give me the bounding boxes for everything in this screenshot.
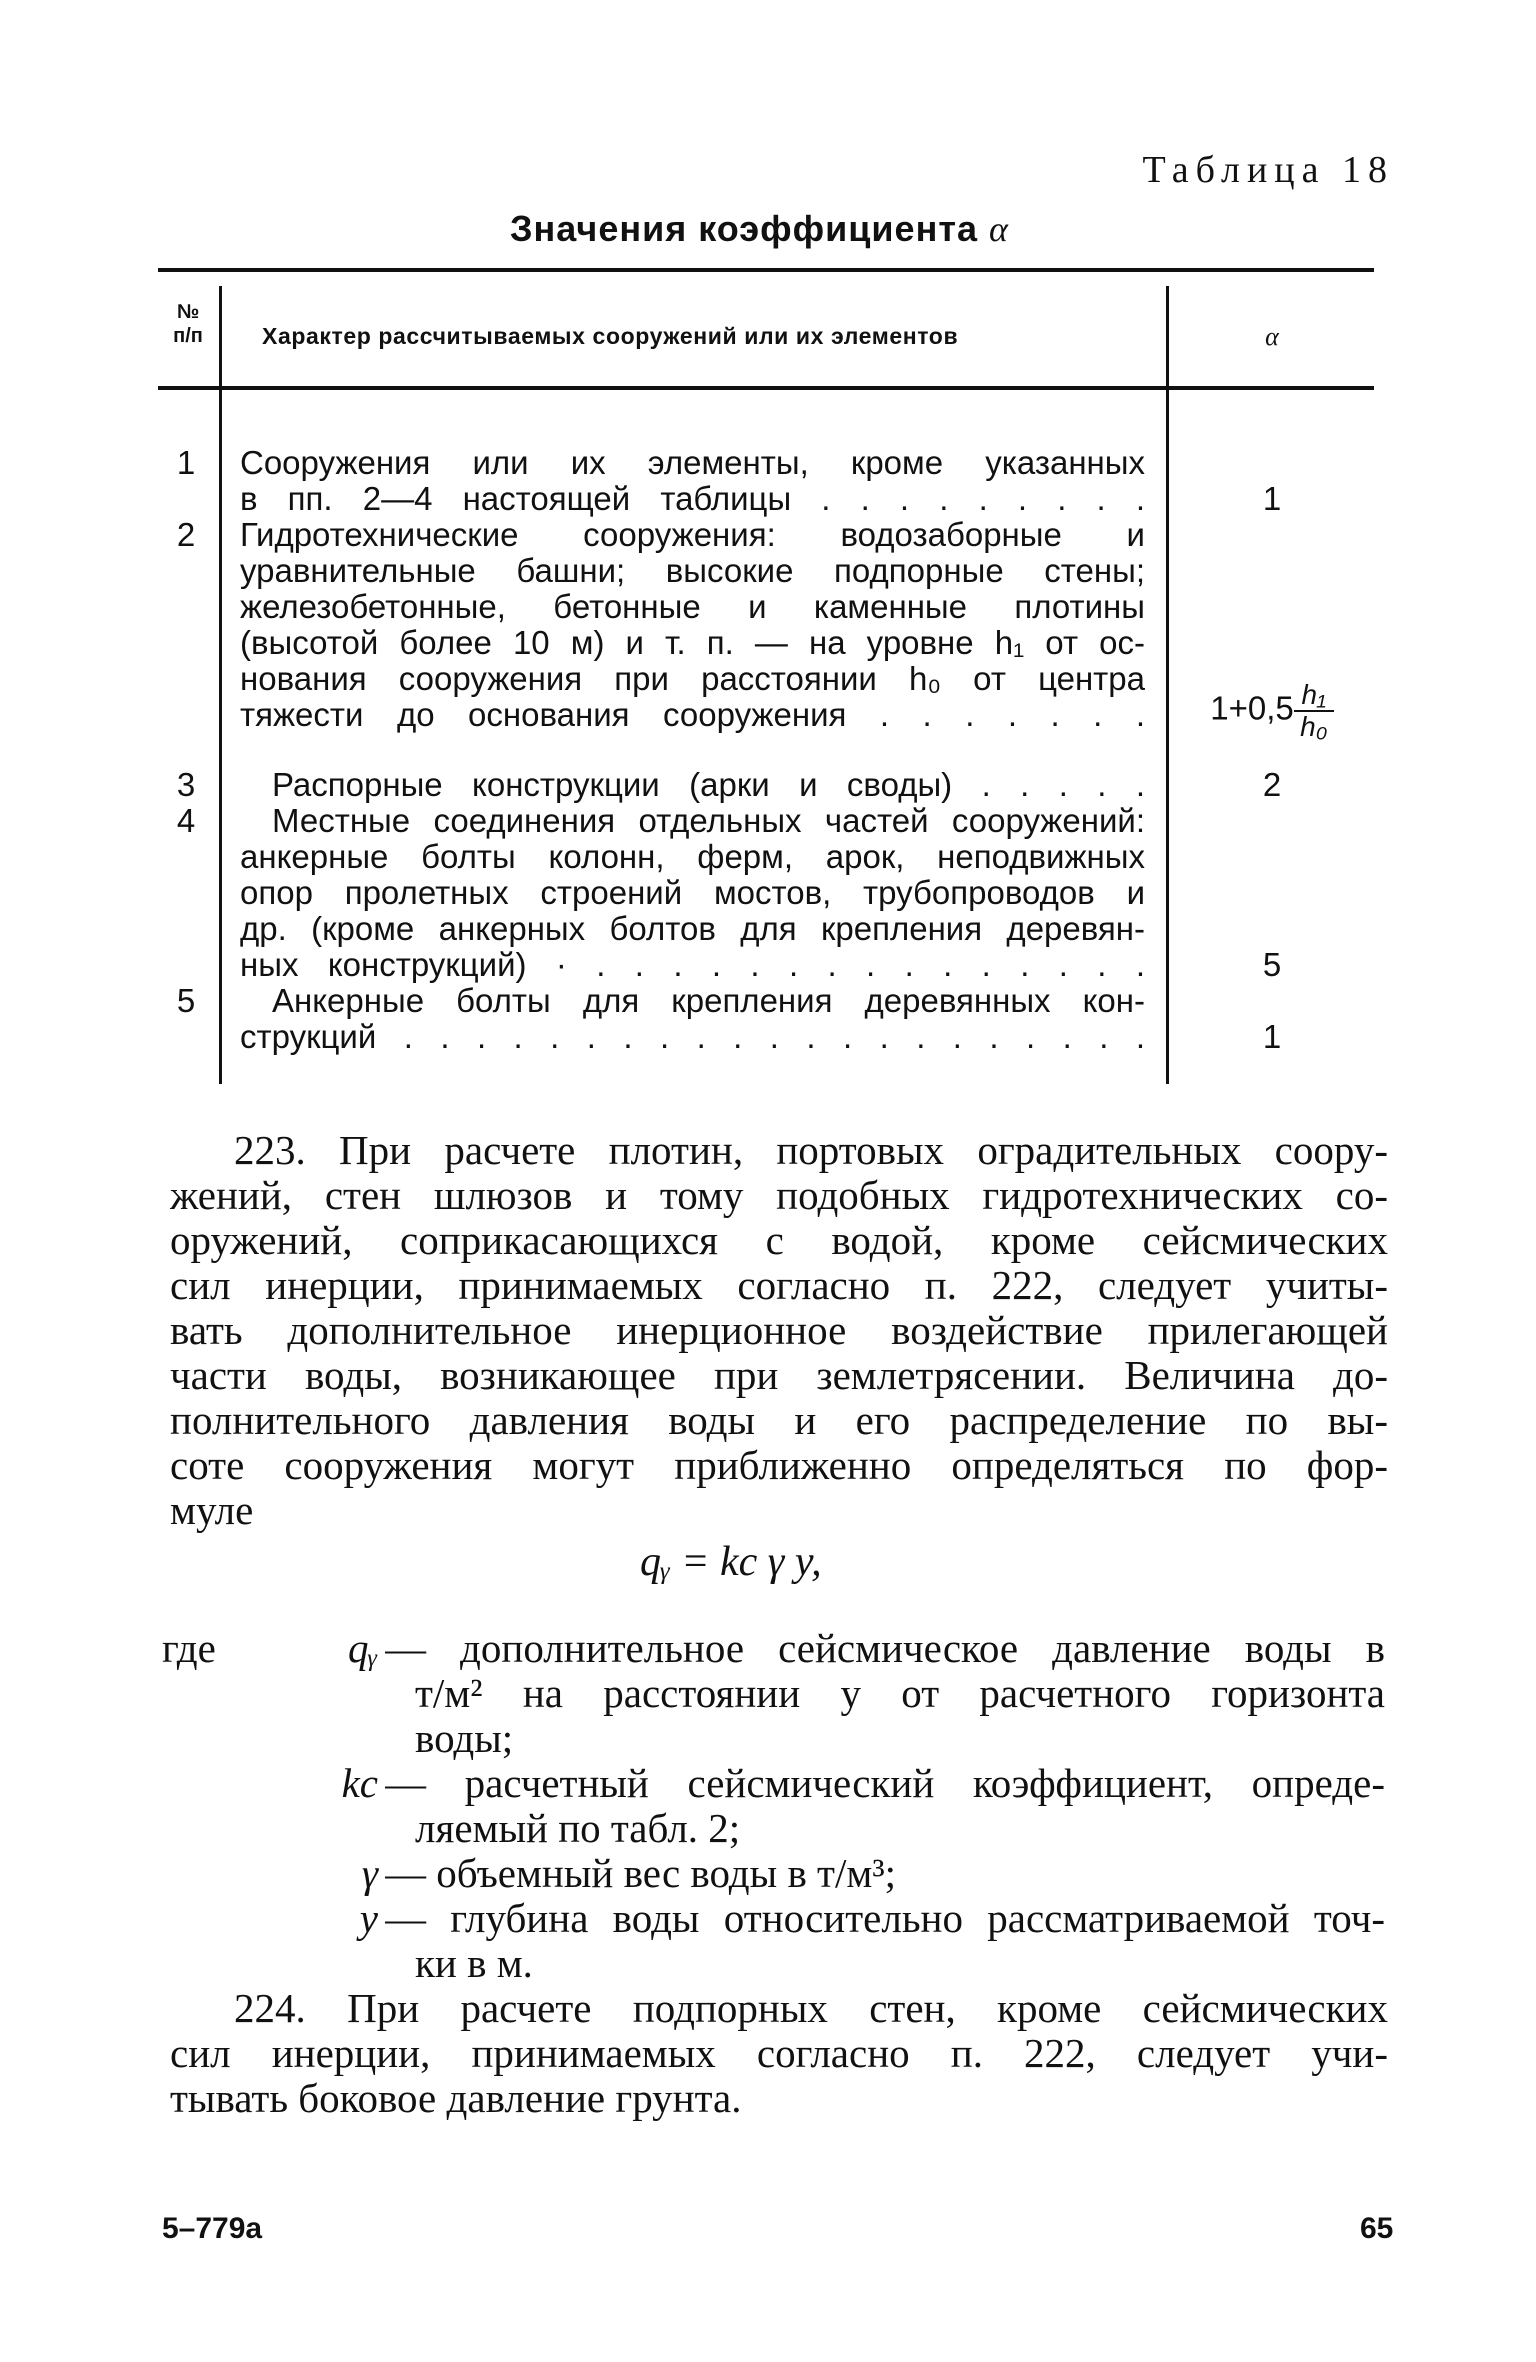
row-alpha-value: 1 xyxy=(1262,1018,1282,1055)
table-title-symbol: α xyxy=(989,209,1009,249)
paragraph-line: муле xyxy=(170,1488,254,1533)
row-line: (высотой более 10 м) и т. п. — на уровне h₁ от ос- xyxy=(240,625,1145,661)
paragraph-line: соте сооружения могут приближенно определяться по фор- xyxy=(170,1443,1388,1488)
row-line: Сооружения или их элементы, кроме указанных xyxy=(240,445,1145,481)
row-description xyxy=(240,983,1145,1055)
definition-line: т/м² на расстоянии y от расчетного горизонта xyxy=(415,1671,1385,1716)
row-description xyxy=(240,517,1145,733)
table-header-rule xyxy=(158,386,1374,390)
definition-symbol: qᵧ xyxy=(348,1625,378,1671)
fraction-denominator: h₀ xyxy=(1300,711,1328,742)
header-number xyxy=(158,300,218,348)
table-title-text: Значения коэффициента xyxy=(510,208,978,249)
row-number: 2 xyxy=(176,516,196,553)
paragraph-line: части воды, возникающее при землетрясении. Величина до- xyxy=(170,1353,1388,1398)
row-number: 5 xyxy=(176,982,196,1019)
paragraph-line: 223. При расчете плотин, портовых оградительных соору- xyxy=(234,1128,1388,1173)
row-number: 1 xyxy=(176,444,196,481)
row-description xyxy=(240,803,1145,983)
definition-line: — объемный вес воды в т/м³; xyxy=(385,1851,896,1896)
definition-line: — расчетный сейсмический коэффициент, опреде- xyxy=(385,1761,1385,1806)
row-line: Анкерные болты для крепления деревянных кон- xyxy=(272,983,1145,1019)
definition-text xyxy=(385,1851,1385,1896)
row-description xyxy=(240,767,1145,803)
paragraph-line: тывать боковое давление грунта. xyxy=(170,2076,742,2121)
fraction-numerator: h₁ xyxy=(1301,679,1326,710)
definition-text xyxy=(385,1761,1385,1851)
paragraph-line: сил инерции, принимаемых согласно п. 222, следует учиты- xyxy=(170,1263,1388,1308)
paragraph-line: вать дополнительное инерционное воздействие прилегающей xyxy=(170,1308,1388,1353)
alpha-formula-prefix: 1+0,5 xyxy=(1210,689,1294,727)
definition-symbol: y xyxy=(359,1895,378,1941)
row-line: железобетонные, бетонные и каменные плотины xyxy=(240,589,1145,625)
definition-text xyxy=(385,1896,1385,1986)
table-column-divider xyxy=(1166,286,1169,1084)
row-line: Гидротехнические сооружения: водозаборные и xyxy=(240,517,1145,553)
definition-line: ки в м. xyxy=(415,1941,533,1986)
header-alpha: α xyxy=(1265,322,1279,351)
row-alpha-value: 2 xyxy=(1262,766,1282,803)
table-top-rule xyxy=(158,268,1374,272)
row-line: анкерные болты колонн, ферм, арок, неподвижных xyxy=(240,839,1145,875)
paragraph-line: 224. При расчете подпорных стен, кроме сейсмических xyxy=(234,1986,1388,2031)
row-number: 3 xyxy=(176,766,196,803)
paragraph-line: полнительного давления воды и его распределение по вы- xyxy=(170,1398,1388,1443)
row-alpha-value: 1 xyxy=(1262,480,1282,517)
row-line: Распорные конструкции (арки и своды) . . . . . xyxy=(272,767,1145,803)
row-line: нования сооружения при расстоянии h₀ от центра xyxy=(240,661,1145,697)
table-number: Таблица 18 xyxy=(1142,149,1394,191)
row-line: в пп. 2—4 настоящей таблицы . . . . . . . . . xyxy=(240,481,1145,517)
definition-text xyxy=(385,1626,1385,1761)
paragraph-line: сил инерции, принимаемых согласно п. 222, следует учи- xyxy=(170,2031,1388,2076)
definition-line: воды; xyxy=(415,1716,514,1761)
row-line: опор пролетных строений мостов, трубопроводов и xyxy=(240,875,1145,911)
row-number: 4 xyxy=(176,802,196,839)
row-line: уравнительные башни; высокие подпорные стены; xyxy=(240,553,1145,589)
page-number: 65 xyxy=(1360,2212,1394,2245)
definition-line: ляемый по табл. 2; xyxy=(415,1806,741,1851)
row-line: тяжести до основания сооружения . . . . . . . xyxy=(240,697,1145,733)
row-alpha-formula xyxy=(1170,680,1374,742)
definition-symbol: kс xyxy=(341,1760,378,1806)
header-number-abbr: п/п xyxy=(173,325,203,347)
header-number-sign: № xyxy=(176,301,200,323)
table-title xyxy=(510,208,1009,250)
definitions-where: где xyxy=(162,1625,216,1671)
definition-line: — дополнительное сейсмическое давление воды в xyxy=(385,1626,1385,1671)
row-alpha-value: 5 xyxy=(1262,946,1282,983)
paragraph-223 xyxy=(170,1128,1388,1533)
paragraph-224 xyxy=(170,1986,1388,2121)
formula: qᵧ = kс γ y, xyxy=(640,1539,822,1585)
row-line: ных конструкций) · . . . . . . . . . . . . . . . xyxy=(240,947,1145,983)
row-line: струкций . . . . . . . . . . . . . . . . . . . . . xyxy=(240,1019,1145,1055)
row-line: Местные соединения отдельных частей сооружений: xyxy=(272,803,1145,839)
paragraph-line: жений, стен шлюзов и тому подобных гидротехнических со- xyxy=(170,1173,1388,1218)
row-description xyxy=(240,445,1145,517)
alpha-formula-fraction xyxy=(1294,680,1334,742)
paragraph-line: оружений, соприкасающихся с водой, кроме сейсмических xyxy=(170,1218,1388,1263)
print-signature: 5–779а xyxy=(162,2212,263,2245)
definition-line: — глубина воды относительно рассматриваемой точ- xyxy=(385,1896,1385,1941)
definition-symbol: γ xyxy=(361,1850,378,1896)
table-column-divider xyxy=(219,286,222,1084)
header-description: Характер рассчитываемых сооружений или их элементов xyxy=(262,323,959,349)
row-line: др. (кроме анкерных болтов для крепления деревян- xyxy=(240,911,1145,947)
